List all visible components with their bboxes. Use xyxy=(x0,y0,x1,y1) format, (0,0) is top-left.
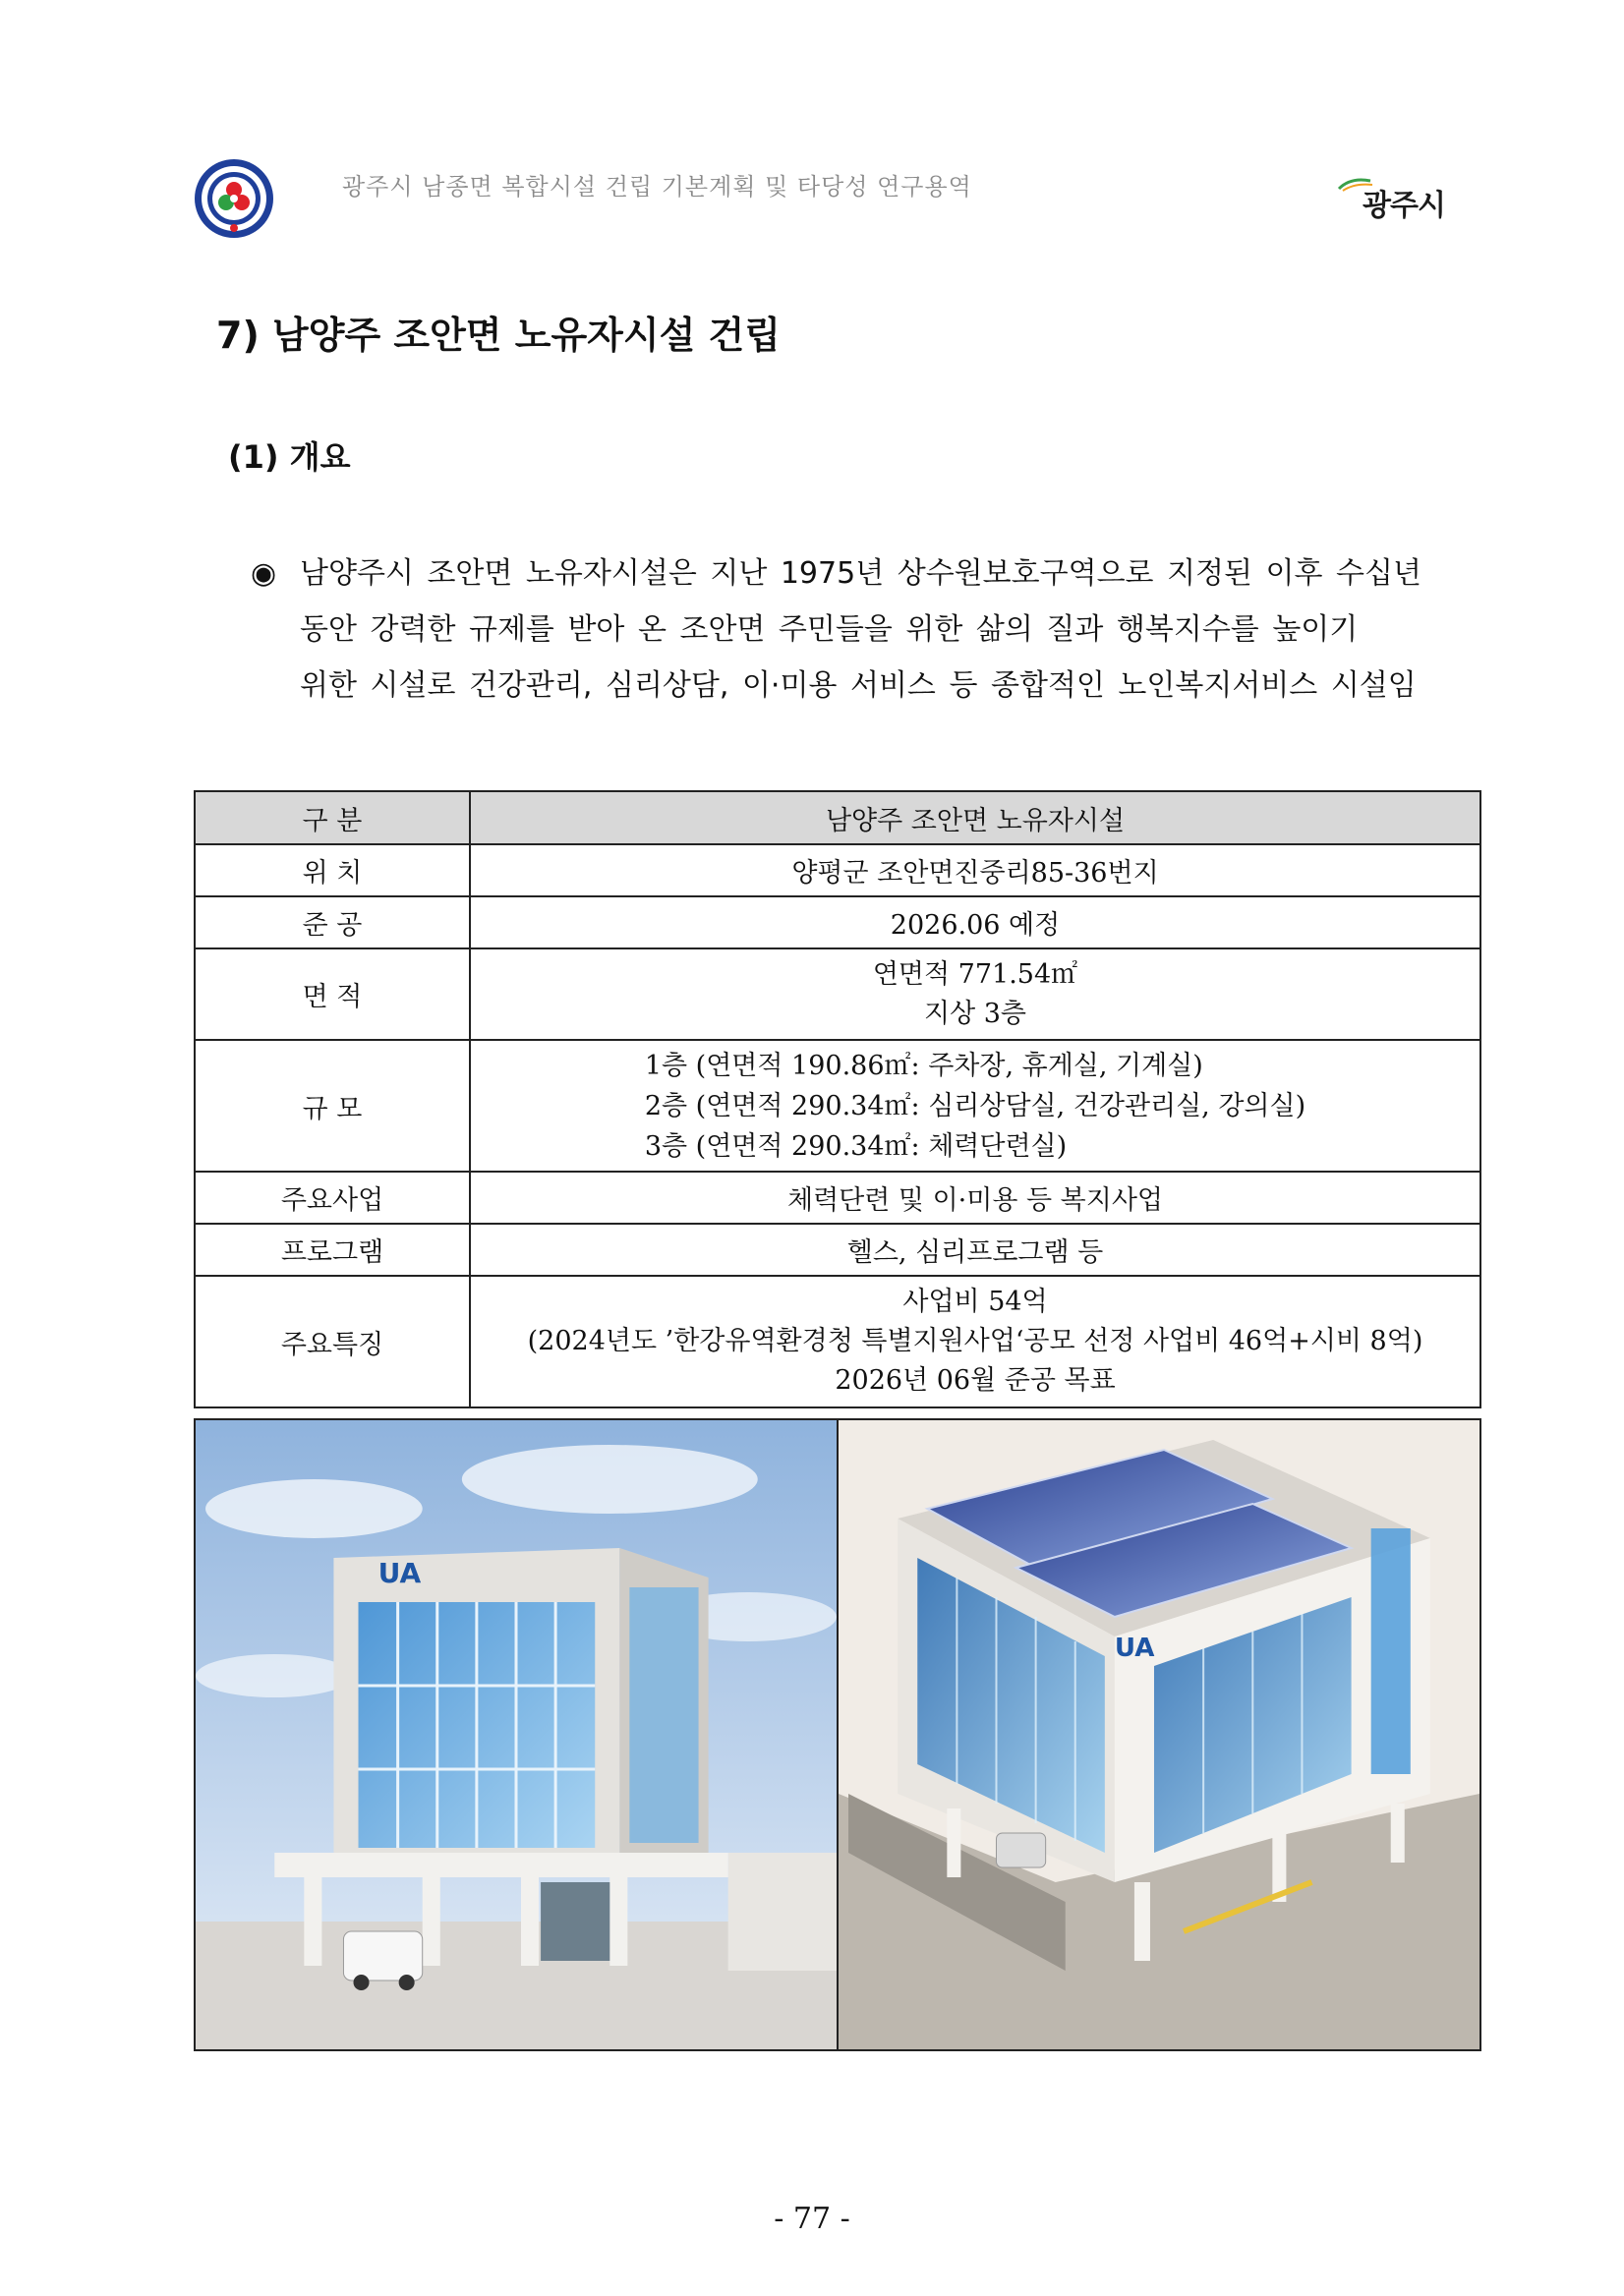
row-value-business: 체력단련 및 이·미용 등 복지사업 xyxy=(470,1172,1480,1224)
table-header-label: 구 분 xyxy=(195,791,470,844)
row-label-scale: 규 모 xyxy=(195,1040,470,1172)
gwangju-city-logo xyxy=(1333,175,1461,234)
row-label-area: 면 적 xyxy=(195,948,470,1040)
scale-line: 3층 (연면적 290.34㎡: 체력단련실) xyxy=(644,1130,1068,1162)
scale-list xyxy=(645,1046,1305,1167)
table-header-row xyxy=(195,791,1480,844)
overview-line: 동안 강력한 규제를 받아 온 조안면 주민들을 위한 삶의 질과 행복지수를 높이기 xyxy=(300,612,1359,647)
features-line: 2026년 06월 준공 목표 xyxy=(835,1365,1116,1396)
scale-line: 2층 (연면적 290.34㎡: 심리상담실, 건강관리실, 강의실) xyxy=(644,1090,1306,1121)
row-value-scale xyxy=(470,1040,1480,1172)
section-subheading: (1) 개요 xyxy=(228,438,351,476)
features-line: 사업비 54억 xyxy=(902,1287,1048,1317)
building-renderings xyxy=(194,1418,1481,2051)
document-title: 광주시 남종면 복합시설 건립 기본계획 및 타당성 연구용역 xyxy=(342,173,972,201)
area-line: 연면적 771.54㎡ xyxy=(872,958,1078,990)
row-label-business: 주요사업 xyxy=(195,1172,470,1224)
overview-line: 남양주시 조안면 노유자시설은 지난 1975년 상수원보호구역으로 지정된 이후 수십년 xyxy=(300,556,1421,591)
building-rendering-front-image xyxy=(196,1420,837,2049)
scale-line: 1층 (연면적 190.86㎡: 주차장, 휴게실, 기계실) xyxy=(644,1050,1203,1081)
features-line: (2024년도 ’한강유역환경청 특별지원사업‘공모 선정 사업비 46억+시비 8억) xyxy=(527,1326,1423,1356)
section-heading: 7) 남양주 조안면 노유자시설 건립 xyxy=(216,314,781,357)
table-row xyxy=(195,844,1480,896)
row-value-location: 양평군 조안면진중리85-36번지 xyxy=(470,844,1480,896)
row-label-features: 주요특징 xyxy=(195,1276,470,1407)
row-value-area xyxy=(470,948,1480,1040)
overview-line: 위한 시설로 건강관리, 심리상담, 이·미용 서비스 등 종합적인 노인복지서비스 시설임 xyxy=(300,668,1417,703)
building-rendering-aerial-image xyxy=(837,1420,1479,2049)
area-line: 지상 3층 xyxy=(923,998,1026,1029)
table-row xyxy=(195,1172,1480,1224)
table-row xyxy=(195,1276,1480,1407)
city-logo-text: 광주시 xyxy=(1363,189,1445,223)
page-header xyxy=(193,147,1461,246)
page-number: - 77 - xyxy=(774,2202,850,2236)
table-row xyxy=(195,1040,1480,1172)
row-label-location: 위 치 xyxy=(195,844,470,896)
table-row xyxy=(195,1224,1480,1276)
facility-info-table xyxy=(194,790,1481,1408)
svg-text:UA: UA xyxy=(1114,1634,1155,1663)
row-value-program: 헬스, 심리프로그램 등 xyxy=(470,1224,1480,1276)
bullet-icon: ◉ xyxy=(251,556,277,591)
row-label-completion: 준 공 xyxy=(195,896,470,948)
table-header-value: 남양주 조안면 노유자시설 xyxy=(470,791,1480,844)
table-row xyxy=(195,896,1480,948)
row-value-completion: 2026.06 예정 xyxy=(470,896,1480,948)
svg-text:UA: UA xyxy=(377,1557,422,1589)
table-row xyxy=(195,948,1480,1040)
research-institute-emblem-icon xyxy=(193,157,275,240)
row-value-features xyxy=(470,1276,1480,1407)
row-label-program: 프로그램 xyxy=(195,1224,470,1276)
